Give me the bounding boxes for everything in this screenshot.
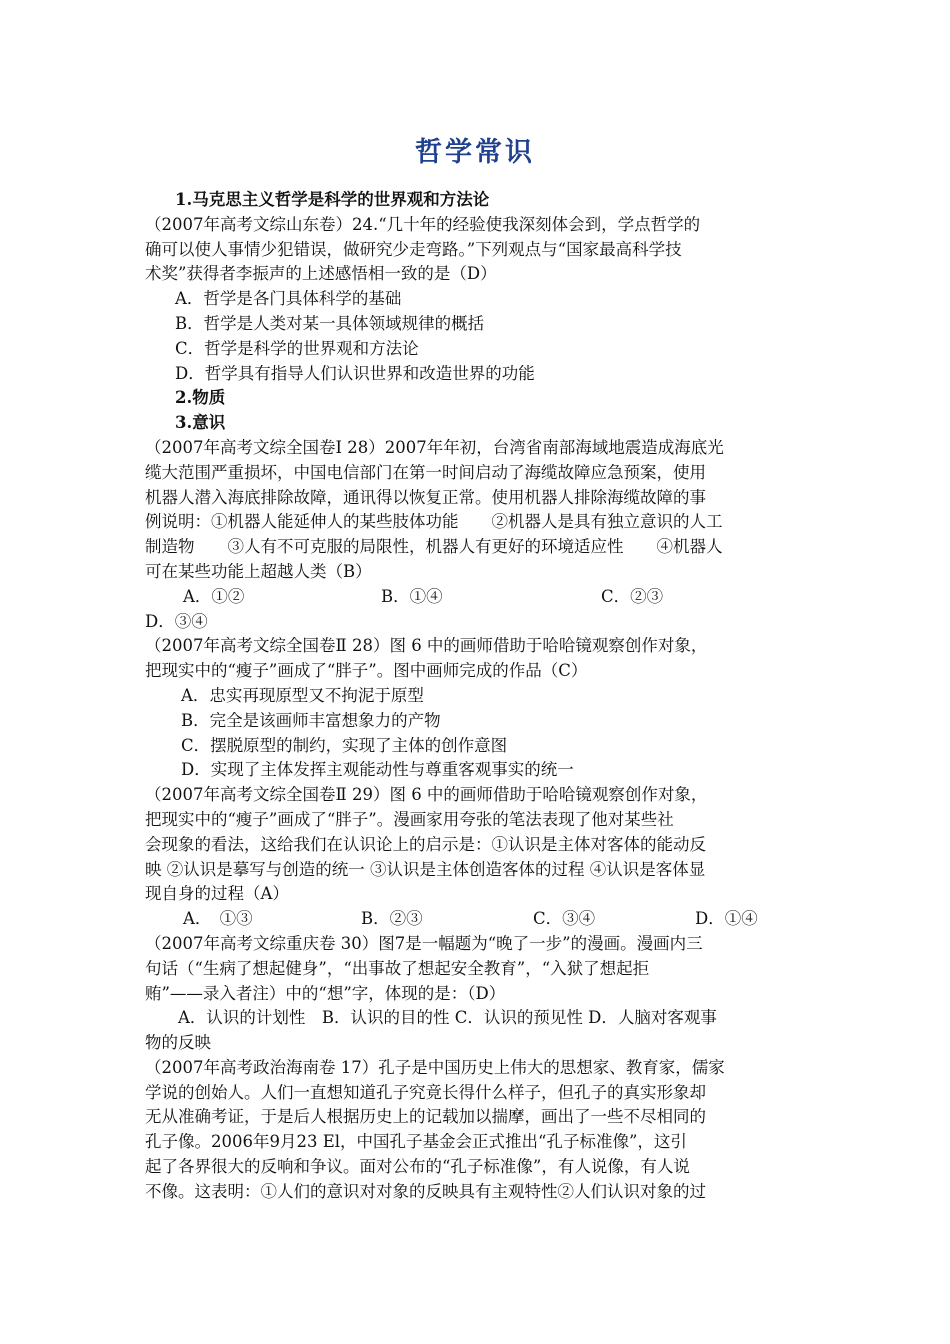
option-b: B．②③ [361, 909, 423, 929]
question-3 [145, 634, 810, 783]
question-text-line: 无从准确考证，于是后人根据历史上的记载加以揣摩，画出了一些不尽相同的 [145, 1107, 706, 1127]
question-text-line: 起了各界很大的反响和争议。面对公布的“孔子标准像”，有人说像，有人说 [145, 1157, 690, 1177]
option-d: D．实现了主体发挥主观能动性与尊重客观事实的统一 [181, 760, 574, 780]
options-row [145, 585, 810, 610]
option-b: B．哲学是人类对某一具体领域规律的概括 [175, 313, 485, 333]
section-heading-3: 3.意识 [175, 413, 226, 433]
question-text-line: 现自身的过程（A） [145, 884, 289, 904]
page-title: 哲学常识 [415, 137, 535, 168]
option-a: A． ①③ [183, 909, 253, 929]
question-text-line: （2007年高考文综全国卷Ⅱ 28）图 6 中的画师借助于哈哈镜观察创作对象， [145, 636, 708, 656]
question-text-line: 会现象的看法，这给我们在认识论上的启示是：①认识是主体对客体的能动反 [145, 834, 706, 854]
option-d: D．①④ [695, 909, 758, 929]
question-text-line: 术奖”获得者李振声的上述感悟相一致的是（D） [145, 264, 497, 284]
question-text-line: 把现实中的“瘦子”画成了“胖子”。图中画师完成的作品（C） [145, 661, 588, 681]
question-text-line: 确可以使人事情少犯错误，做研究少走弯路。”下列观点与“国家最高科学技 [145, 239, 682, 259]
section-heading-1: 1.马克思主义哲学是科学的世界观和方法论 [175, 190, 490, 209]
question-1 [145, 213, 810, 387]
option-b: B．完全是该画师丰富想象力的产物 [181, 710, 441, 730]
option-c: C．摆脱原型的制约，实现了主体的创作意图 [181, 735, 508, 755]
question-text-line: 物的反映 [145, 1033, 211, 1053]
question-text-line: 机器人潜入海底排除故障，通讯得以恢复正常。使用机器人排除海缆故障的事 [145, 487, 706, 507]
question-text-line: （2007年高考文综重庆卷 30）图7是一幅题为“晚了一步”的漫画。漫画内三 [145, 933, 703, 953]
option-c: C．②③ [601, 586, 664, 606]
section-heading-2: 2.物质 [175, 388, 226, 408]
question-text-line: 不像。这表明：①人们的意识对对象的反映具有主观特性②人们认识对象的过 [145, 1181, 706, 1201]
question-text-line: （2007年高考政治海南卷 17）孔子是中国历史上伟大的思想家、教育家，儒家 [145, 1057, 725, 1077]
option-c: C．哲学是科学的世界观和方法论 [175, 338, 419, 358]
question-text-line: 例说明：①机器人能延伸人的某些肢体功能 ②机器人是具有独立意识的人工 [145, 512, 723, 532]
question-text-line: 映 ②认识是摹写与创造的统一 ③认识是主体创造客体的过程 ④认识是客体显 [145, 859, 706, 879]
question-6 [145, 1056, 810, 1205]
question-5 [145, 932, 810, 1056]
question-4 [145, 783, 810, 932]
question-text-line: （2007年高考文综全国卷Ⅰ 28）2007年年初，台湾省南部海域地震造成海底光 [145, 437, 724, 457]
option-d: D．③④ [145, 611, 208, 631]
question-text-line: 学说的创始人。人们一直想知道孔子究竟长得什么样子，但孔子的真实形象却 [145, 1082, 706, 1102]
options-row [145, 907, 810, 932]
question-text-line: 缆大范围严重损坏，中国电信部门在第一时间启动了海缆故障应急预案，使用 [145, 462, 706, 482]
document-body [145, 188, 810, 1205]
option-b: B．①④ [381, 586, 443, 606]
option-a: A．忠实再现原型又不拘泥于原型 [181, 685, 424, 705]
option-a: A．哲学是各门具体科学的基础 [175, 289, 402, 309]
question-text-line: 句话（“生病了想起健身”，“出事故了想起安全教育”，“入狱了想起拒 [145, 958, 650, 978]
question-text-line: 贿”——录入者注）中的“想”字，体现的是：（D） [145, 983, 506, 1003]
question-text-line: （2007年高考文综山东卷）24.“几十年的经验使我深刻体会到，学点哲学的 [145, 214, 701, 234]
option-c: C．③④ [533, 909, 596, 929]
question-text-line: 把现实中的“瘦子”画成了“胖子”。漫画家用夸张的笔法表现了他对某些社 [145, 809, 674, 829]
question-2 [145, 436, 810, 634]
question-text-line: （2007年高考文综全国卷Ⅱ 29）图 6 中的画师借助于哈哈镜观察创作对象， [145, 785, 708, 805]
question-options-line: A．认识的计划性 B．认识的目的性 C．认识的预见性 D．人脑对客观事 [145, 1008, 717, 1028]
question-text-line: 孔子像。2006年9月23 El，中国孔子基金会正式推出“孔子标准像”，这引 [145, 1132, 687, 1152]
option-d: D．哲学具有指导人们认识世界和改造世界的功能 [175, 363, 535, 383]
question-text-line: 制造物 ③人有不可克服的局限性，机器人有更好的环境适应性 ④机器人 [145, 537, 723, 557]
question-text-line: 可在某些功能上超越人类（B） [145, 561, 372, 581]
option-a: A．①② [183, 586, 245, 606]
